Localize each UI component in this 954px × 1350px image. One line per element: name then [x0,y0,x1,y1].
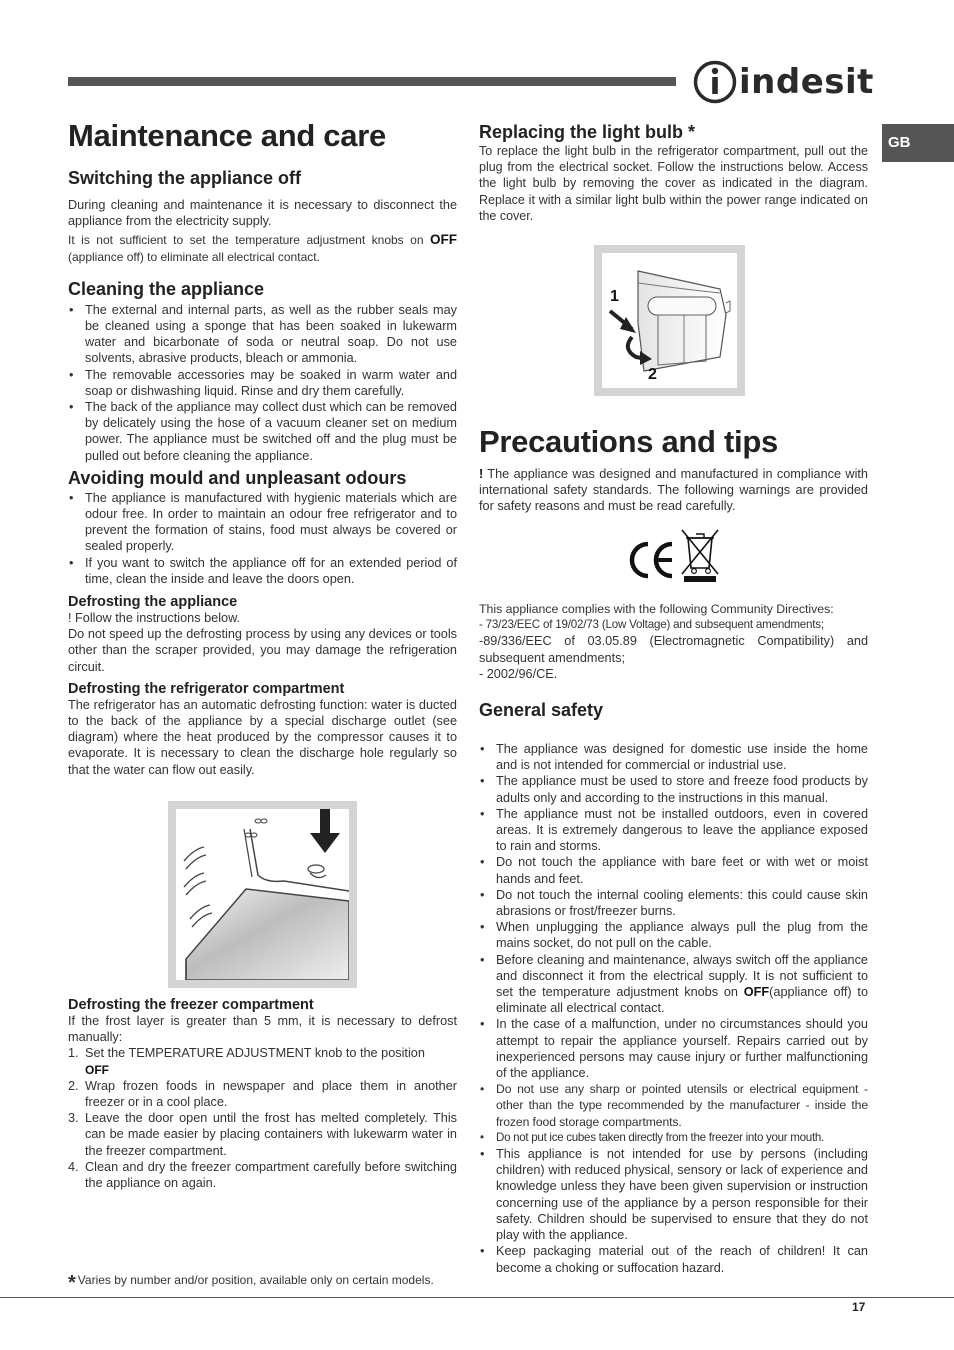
list-item: 4. Clean and dry the freezer compartment carefully before switching the appliance on again. [68,1159,457,1191]
defrosting-note: ! Follow the instructions below. [68,611,241,626]
freezer-defrost-section [68,997,457,1191]
defrosting-heading: Defrosting the appliance [68,594,238,611]
list-item: • Do not touch the internal cooling elements: this could cause skin abrasions or frost/freezer burns. [479,887,868,919]
list-item: • This appliance is not intended for use by persons (including children) with reduced physical, sensory or lack of experience and knowledge unless they have been given supervision or instruction concerning use of the appliance by a person responsible for their safety. Children should be supervised to ensure that they do not play with the appliance. [479,1146,868,1243]
down-arrow-icon [320,809,330,833]
precautions-section [479,424,868,515]
step-label-2: 2 [648,366,657,383]
directives-line: - 73/23/EEC of 19/02/73 (Low Voltage) and subsequent amendments; [479,618,824,632]
svg-text:CE: CE [628,528,630,529]
cleaning-heading: Cleaning the appliance [68,278,265,299]
bulb-paragraph: To replace the light bulb in the refrigerator compartment, pull out the plug from the electrical socket. Follow the instructions below. Access the light bulb by removing the cover as indicated in the diagram. Replace it with a similar light bulb within the power range indicated on the cover. [479,144,868,223]
ce-mark-icon [628,528,720,584]
maintenance-title: Maintenance and care [68,118,386,153]
brand-wordmark: indesit [739,62,874,102]
mould-list [68,490,457,587]
list-item: • The appliance is manufactured with hygienic materials which are odour free. In order to maintain an odour free refrigerator and to prevent the formation of stains, food must always be covered or sealed properly. [68,490,457,555]
list-item: 1. Set the TEMPERATURE ADJUSTMENT knob to the position OFF [68,1046,425,1077]
ce-weee-marks [628,528,720,584]
bulb-cover-illustration [602,253,737,388]
step-label-1: 1 [610,288,619,305]
indesit-i-icon [693,58,737,106]
switching-paragraph-2: It is not sufficient to set the temperature adjustment knobs on OFF (appliance off) to eliminate all electrical contact. [68,232,457,264]
list-item: • Do not touch the appliance with bare feet or with wet or moist hands and feet. [479,854,868,886]
switching-paragraph: During cleaning and maintenance it is necessary to disconnect the appliance from the electricity supply. [68,198,457,229]
general-safety-list-wrap [479,741,868,1276]
weee-bin-icon [682,530,718,582]
list-item: • The back of the appliance may collect dust which can be removed by delicately using the hose of a vacuum cleaner set on medium power. The appliance must be switched off and the plug must be pulled out before cleaning the appliance. [68,399,457,464]
directives-line: This appliance complies with the following Community Directives: [479,602,834,616]
right-column [479,122,868,224]
brand-logo [693,58,873,106]
switching-heading: Switching the appliance off [68,168,302,188]
precautions-title: Precautions and tips [479,424,778,459]
defrost-diagram [168,801,357,988]
footer-rule [0,1297,954,1298]
fridge-defrost-heading: Defrosting the refrigerator compartment [68,680,345,697]
list-item: 2. Wrap frozen foods in newspaper and place them in another freezer or in a cool place. [68,1078,457,1110]
list-item: • The appliance must be used to store and freeze food products by adults only and according to the instructions in this manual. [479,773,868,805]
general-safety-heading: General safety [479,700,604,721]
freezer-defrost-steps [68,1045,457,1191]
mould-heading: Avoiding mould and unpleasant odours [68,467,407,488]
list-item: • If you want to switch the appliance off for an extended period of time, clean the inside and leave the doors open. [68,555,457,587]
list-item: 3. Leave the door open until the frost has melted completely. This can be made easier by placing containers with lukewarm water in the freezer compartment. [68,1111,457,1158]
list-item: • The removable accessories may be soaked in warm water and soap or dishwashing liquid. Rinse and dry them carefully. [68,367,457,399]
general-safety-list [479,741,868,1276]
fridge-interior-illustration [176,809,349,980]
directives-line: - 2002/96/CE. [479,666,558,681]
bulb-heading: Replacing the light bulb * [479,122,695,142]
fridge-defrost-paragraph: The refrigerator has an automatic defrosting function: water is ducted to the back of the appliance by a special discharge outlet (see diagram) where the heat produced by the compressor causes it to evaporate. It is necessary to clean the discharge hole regularly so that the water can flow out easily. [68,697,457,777]
header-rule [68,77,676,86]
freezer-defrost-intro: If the frost layer is greater than 5 mm, it is necessary to defrost manually: [68,1014,457,1045]
cleaning-list [68,302,457,464]
list-item: • Do not put ice cubes taken directly from the freezer into your mouth. [479,1130,868,1146]
list-item: • When unplugging the appliance always pull the plug from the mains socket, do not pull on the cable. [479,919,868,951]
freezer-defrost-heading: Defrosting the freezer compartment [68,997,314,1013]
list-item: • The appliance must not be installed outdoors, even in covered areas. It is extremely dangerous to leave the appliance exposed to rain and storms. [479,806,868,855]
page-number: 17 [852,1300,866,1314]
footnote: * Varies by number and/or position, available only on certain models. [68,1272,434,1294]
directives-section [479,601,868,721]
list-item: • The appliance was designed for domestic use inside the home and is not intended for commercial or industrial use. [479,741,868,773]
list-item: • Do not use any sharp or pointed utensils or electrical equipment - other than the type recommended by the manufacturer - inside the frozen food storage compartments. [479,1081,868,1130]
light-bulb-diagram [594,245,745,396]
precautions-intro: ! The appliance was designed and manufactured in compliance with international safety standards. The following warnings are provided for safety reasons and must be read carefully. [479,467,868,514]
list-item: • Keep packaging material out of the reach of children! It can become a choking or suffocation hazard. [479,1243,868,1275]
defrosting-paragraph: Do not speed up the defrosting process by using any devices or tools other than the scraper provided, you may damage the refrigeration circuit. [68,627,457,674]
list-item: • In the case of a malfunction, under no circumstances should you attempt to repair the appliance yourself. Repairs carried out by inexperienced persons may cause injury or further malfunctioning of the appliance. [479,1016,868,1081]
list-item: • The external and internal parts, as well as the rubber seals may be cleaned using a sponge that has been soaked in lukewarm water and bicarbonate of soda or neutral soap. Do not use solvents, abrasive products, bleach or ammonia. [68,302,457,367]
language-tab: GB [882,124,954,162]
left-column [68,118,457,778]
list-item: • Before cleaning and maintenance, always switch off the appliance and disconnect it from the electrical supply. It is not sufficient to set the temperature adjustment knobs on OFF(appliance off) to eliminate all electrical contact. [479,952,868,1017]
directives-line: -89/336/EEC of 03.05.89 (Electromagnetic Compatibility) and subsequent amendments; [479,634,868,665]
